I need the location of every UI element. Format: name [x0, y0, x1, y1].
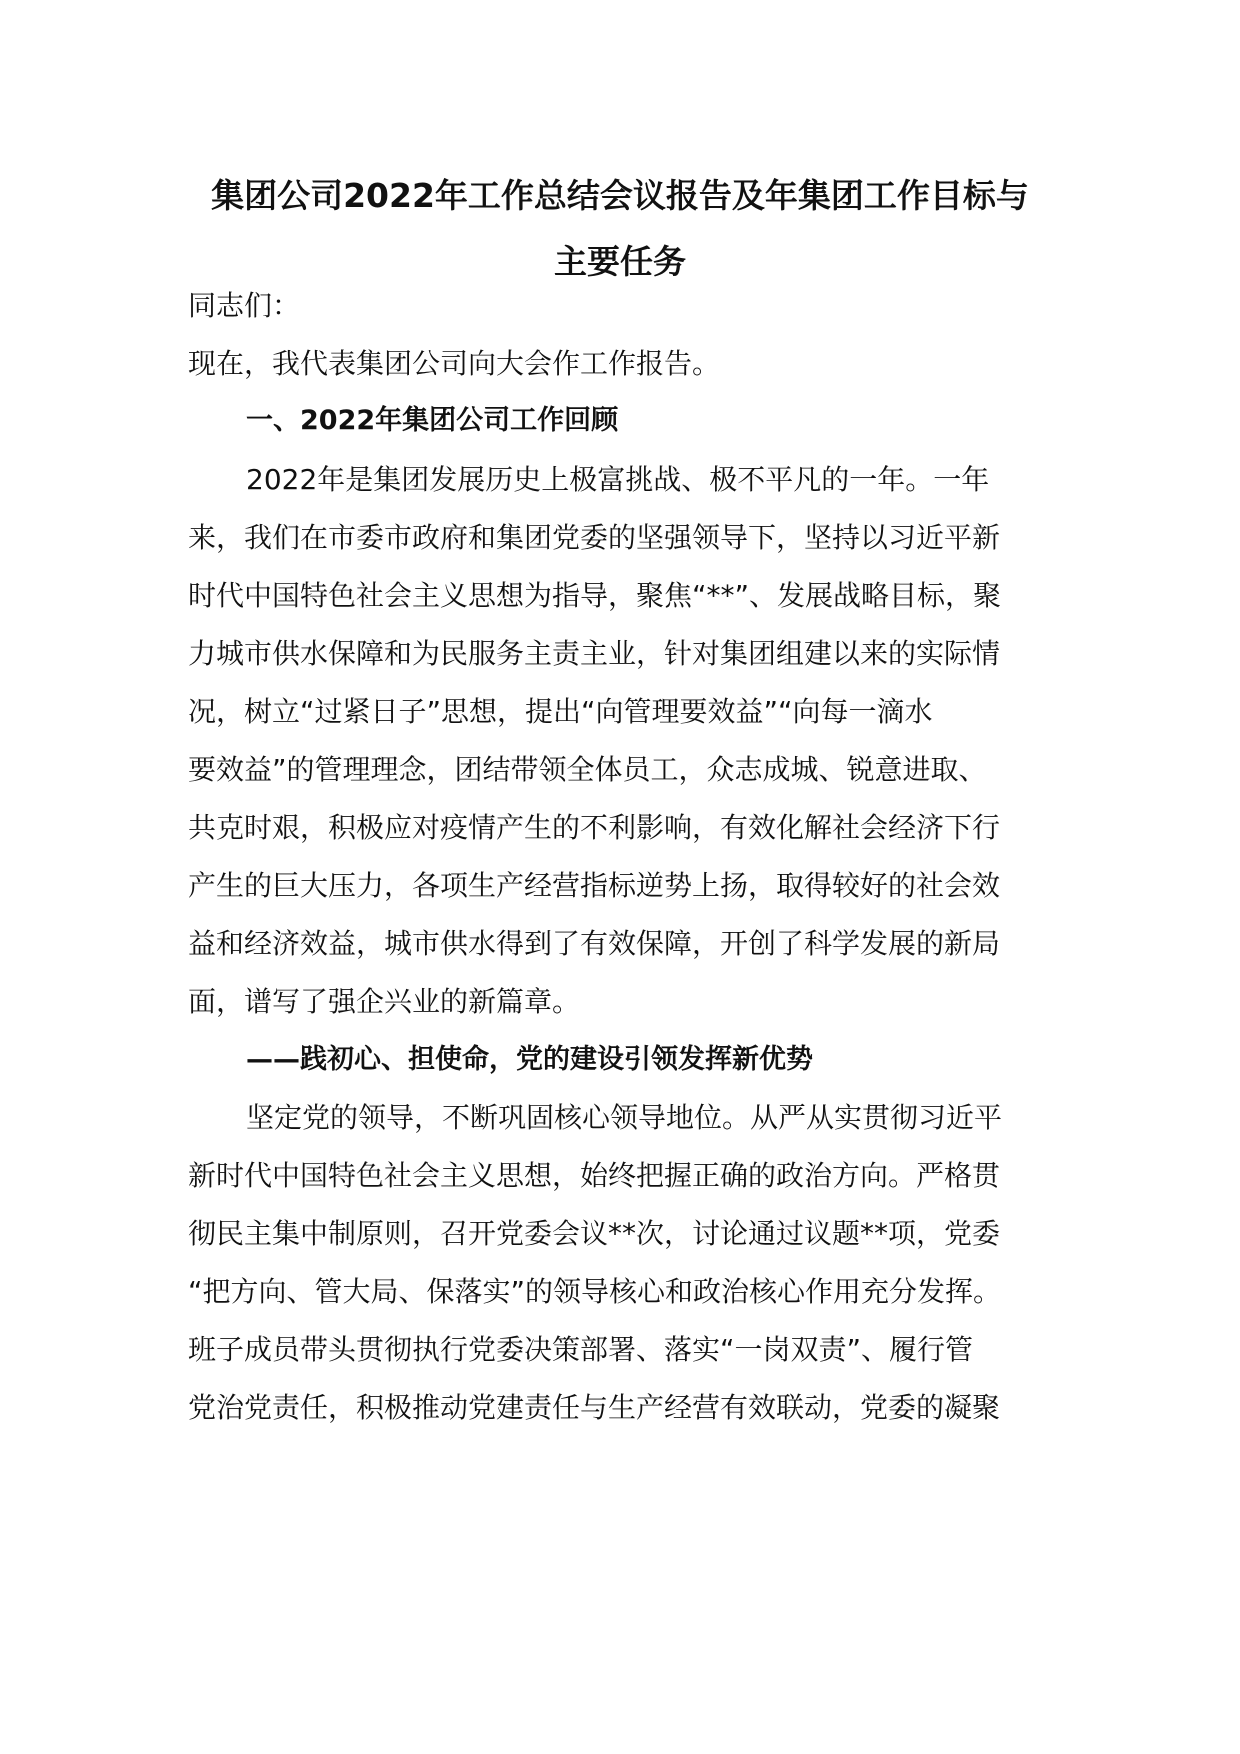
document-title-line-2: 主要任务	[554, 242, 686, 281]
paragraph-line: 况，树立“过紧日子”思想，提出“向管理要效益”“向每一滴水	[188, 695, 933, 728]
subheading-1: ——践初心、担使命，党的建设引领发挥新优势	[246, 1044, 813, 1075]
paragraph-line: 坚定党的领导，不断巩固核心领导地位。从严从实贯彻习近平	[246, 1101, 1003, 1134]
salutation: 同志们：	[188, 289, 301, 322]
paragraph-line: “把方向、管大局、保落实”的领导核心和政治核心作用充分发挥。	[188, 1275, 1002, 1308]
paragraph-line: 面，谱写了强企兴业的新篇章。	[188, 985, 581, 1018]
paragraph-line: 新时代中国特色社会主义思想，始终把握正确的政治方向。严格贯	[188, 1159, 1001, 1192]
section-heading-1: 一、2022年集团公司工作回顾	[246, 405, 619, 436]
paragraph-line: 力城市供水保障和为民服务主责主业，针对集团组建以来的实际情	[188, 637, 1001, 670]
paragraph-line: 要效益”的管理理念，团结带领全体员工，众志成城、锐意进取、	[188, 753, 987, 786]
paragraph-line: 共克时艰，积极应对疫情产生的不利影响，有效化解社会经济下行	[188, 811, 1001, 844]
paragraph-line: 产生的巨大压力，各项生产经营指标逆势上扬，取得较好的社会效	[188, 869, 1001, 902]
paragraph-line: 彻民主集中制原则，召开党委会议**次，讨论通过议题**项，党委	[188, 1217, 1001, 1250]
paragraph-line: 班子成员带头贯彻执行党委决策部署、落实“一岗双责”、履行管	[188, 1333, 974, 1366]
paragraph-line: 党治党责任，积极推动党建责任与生产经营有效联动，党委的凝聚	[188, 1391, 1001, 1424]
paragraph-line: 来，我们在市委市政府和集团党委的坚强领导下，坚持以习近平新	[188, 521, 1001, 554]
intro-line: 现在，我代表集团公司向大会作工作报告。	[188, 347, 721, 380]
document-title-line-1: 集团公司2022年工作总结会议报告及年集团工作目标与	[211, 176, 1029, 215]
paragraph-line: 时代中国特色社会主义思想为指导，聚焦“**”、发展战略目标，聚	[188, 579, 1002, 612]
paragraph-line: 益和经济效益，城市供水得到了有效保障，开创了科学发展的新局	[188, 927, 1001, 960]
paragraph-line: 2022年是集团发展历史上极富挑战、极不平凡的一年。一年	[246, 463, 990, 496]
